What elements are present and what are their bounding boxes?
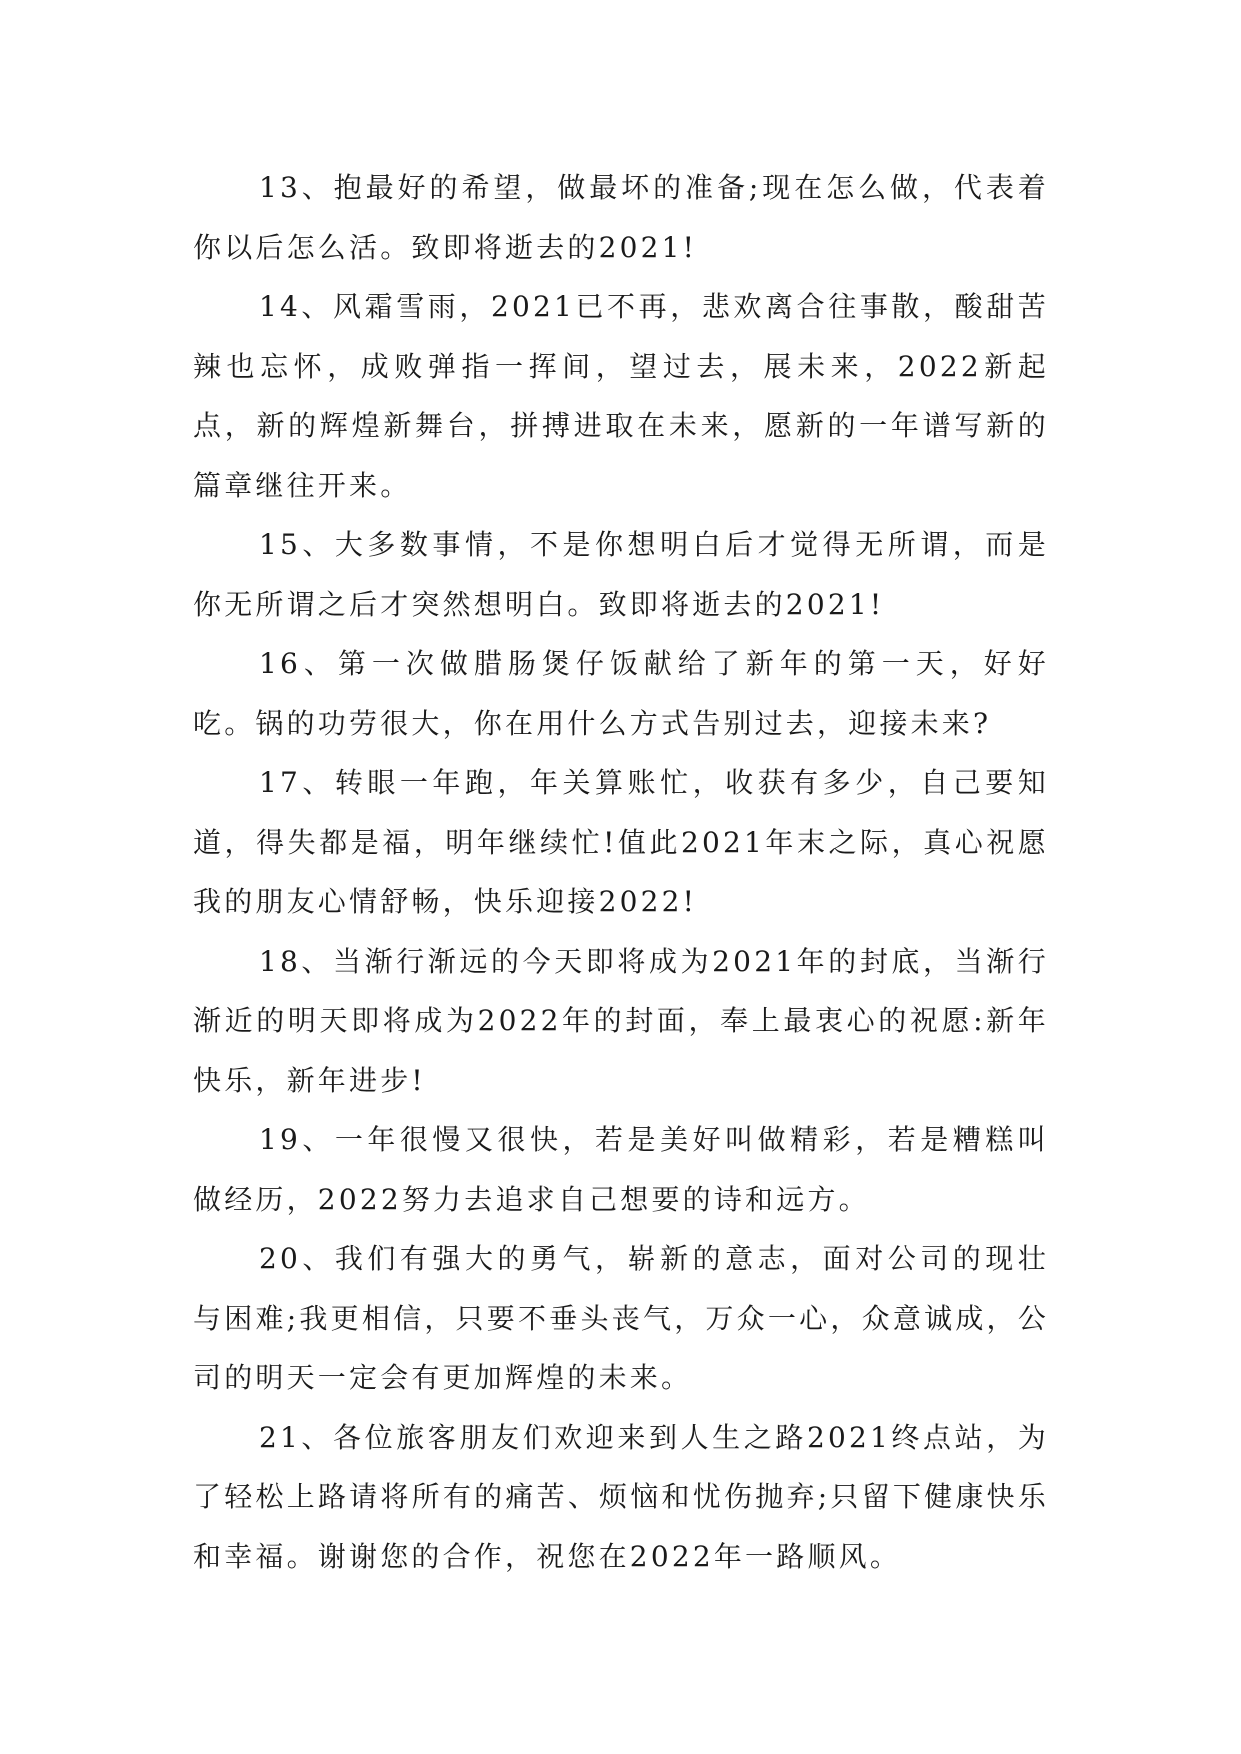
paragraph-18: 18、当渐行渐远的今天即将成为2021年的封底，当渐行渐近的明天即将成为2022年的封面，奉上最衷心的祝愿:新年快乐，新年进步! <box>193 944 1049 1097</box>
paragraph-16: 16、第一次做腊肠煲仔饭献给了新年的第一天，好好吃。锅的功劳很大，你在用什么方式告别过去，迎接未来? <box>193 647 1049 740</box>
paragraph-15: 15、大多数事情，不是你想明白后才觉得无所谓，而是你无所谓之后才突然想明白。致即将逝去的2021! <box>193 528 1049 621</box>
paragraph-14: 14、风霜雪雨，2021已不再，悲欢离合往事散，酸甜苦辣也忘怀，成败弹指一挥间，望过去，展未来，2022新起点，新的辉煌新舞台，拼搏进取在未来，愿新的一年谱写新的篇章继往开来。 <box>193 290 1049 502</box>
paragraph-20: 20、我们有强大的勇气，崭新的意志，面对公司的现壮与困难;我更相信，只要不垂头丧气，万众一心，众意诚成，公司的明天一定会有更加辉煌的未来。 <box>193 1242 1049 1394</box>
paragraph-13: 13、抱最好的希望，做最坏的准备;现在怎么做，代表着你以后怎么活。致即将逝去的2021! <box>193 171 1049 264</box>
paragraph-19: 19、一年很慢又很快，若是美好叫做精彩，若是糟糕叫做经历，2022努力去追求自己想要的诗和远方。 <box>193 1123 1049 1216</box>
paragraph-17: 17、转眼一年跑，年关算账忙，收获有多少，自己要知道，得失都是福，明年继续忙!值此2021年末之际，真心祝愿我的朋友心情舒畅，快乐迎接2022! <box>193 766 1049 918</box>
document-body <box>193 158 1049 1586</box>
paragraph-21: 21、各位旅客朋友们欢迎来到人生之路2021终点站，为了轻松上路请将所有的痛苦、烦恼和忧伤抛弃;只留下健康快乐和幸福。谢谢您的合作，祝您在2022年一路顺风。 <box>193 1420 1049 1573</box>
